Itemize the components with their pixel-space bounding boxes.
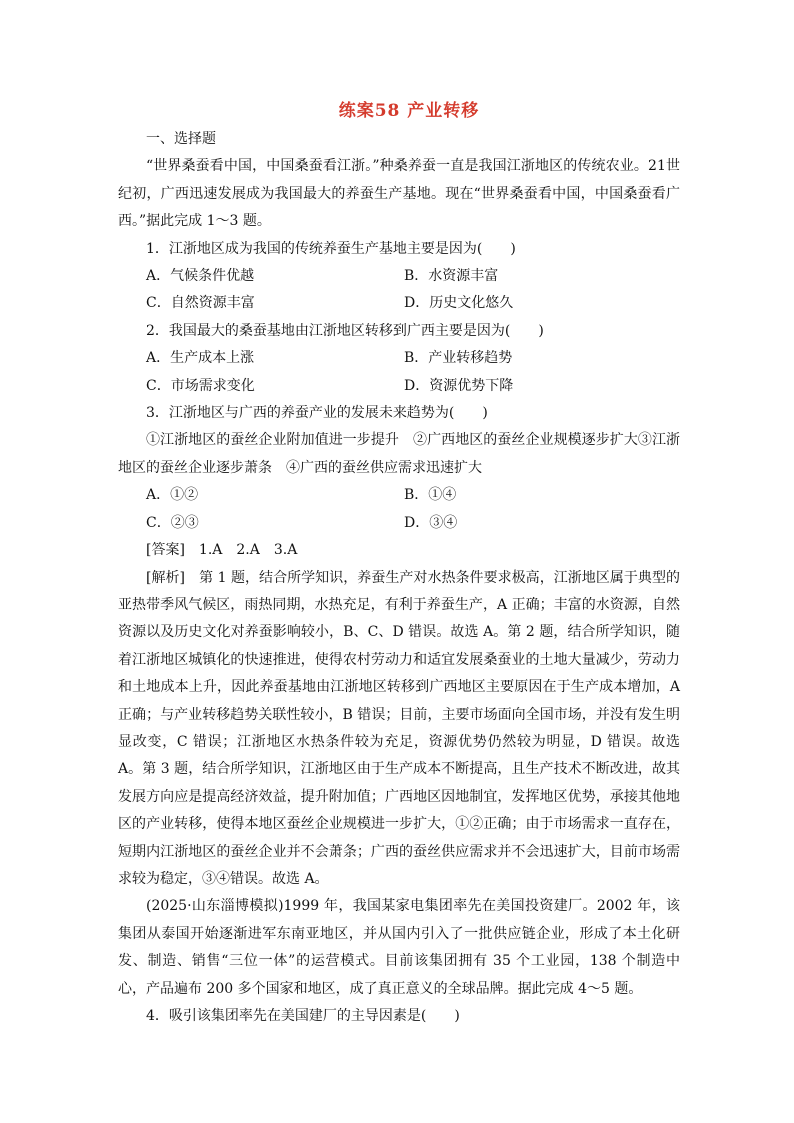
question-1-stem: 1．江浙地区成为我国的传统养蚕生产基地主要是因为( ) (146, 240, 516, 257)
worksheet-page (118, 96, 680, 1030)
question-3-option-a: A．①② (146, 487, 199, 504)
question-1-option-b: B．水资源丰富 (404, 268, 499, 285)
question-2-stem: 2．我国最大的桑蚕基地由江浙地区转移到广西主要是因为( ) (146, 322, 544, 339)
question-3-statements: ①江浙地区的蚕丝企业附加值进一步提升 ②广西地区的蚕丝企业规模逐步扩大③江浙地区的蚕丝企业逐步萧条 ④广西的蚕丝供应需求迅速扩大 (118, 432, 680, 476)
passage-1: “世界桑蚕看中国，中国桑蚕看江浙。”种桑养蚕一直是我国江浙地区的传统农业。21世纪初，广西迅速发展成为我国最大的养蚕生产基地。现在“世界桑蚕看中国，中国桑蚕看广西。”据此完成 1～3 题。 (118, 158, 680, 230)
question-2-option-a: A．生产成本上涨 (146, 350, 255, 367)
question-3-option-c: C．②③ (146, 514, 199, 531)
analysis-text: [解析] 第 1 题，结合所学知识，养蚕生产对水热条件要求极高，江浙地区属于典型的亚热带季风气候区，雨热同期，水热充足，有利于养蚕生产，A 正确；丰富的水资源，自然资源以及历史文化对养蚕影响较小，B、C、D 错误。故选 A。第 2 题，结合所学知识，随着江浙地区城镇化的快速推进，使得农村劳动力和适宜发展桑蚕业的土地大量减少，劳动力和土地成本上升，因此养蚕基地由江浙地区转移到广西地区主要原因在于生产成本增加，A 正确；与产业转移趋势关联性较小，B 错误；目前，主要市场面向全国市场，并没有发生明显改变，C 错误；江浙地区水热条件较为充足，资源优势仍然较为明显，D 错误。故选 A。第 3 题，结合所学知识，江浙地区由于生产成本不断提高，且生产技术不断改进，故其发展方向应是提高经济效益，提升附加值；广西地区因地制宜，发挥地区优势，承接其他地区的产业转移，使得本地区蚕丝企业规模进一步扩大，①②正确；由于市场需求一直存在，短期内江浙地区的蚕丝企业并不会萧条；广西的蚕丝供应需求并不会迅速扩大，目前市场需求较为稳定，③④错误。故选 A。 (118, 569, 680, 887)
question-1-option-a: A．气候条件优越 (146, 268, 255, 285)
question-2-option-c: C．市场需求变化 (146, 377, 255, 394)
question-3-option-d: D．③④ (404, 514, 458, 531)
question-2-option-d: D．资源优势下降 (404, 377, 514, 394)
question-3-options (118, 482, 680, 537)
question-4-stem: 4．吸引该集团率先在美国建厂的主导因素是( ) (146, 1008, 460, 1024)
question-1-option-d: D．历史文化悠久 (404, 295, 514, 312)
answer-line: [答案] 1.A 2.A 3.A (146, 542, 298, 559)
question-1-option-c: C．自然资源丰富 (146, 295, 255, 312)
page-title: 练案58 产业转移 (338, 101, 480, 121)
question-2-options (118, 345, 680, 400)
section-heading: 一、选择题 (146, 131, 216, 147)
question-2-option-b: B．产业转移趋势 (404, 350, 513, 367)
question-3-option-b: B．①④ (404, 487, 457, 504)
passage-2: (2025·山东淄博模拟)1999 年，我国某家电集团率先在美国投资建厂。2002 年，该集团从泰国开始逐渐进军东南亚地区，并从国内引入了一批供应链企业，形成了本土化研发、制造、销售“三位一体”的运营模式。目前该集团拥有 35 个工业园，138 个制造中心，产品遍布 200 多个国家和地区，成了真正意义的全球品牌。据此完成 4～5 题。 (118, 898, 680, 997)
question-3-stem: 3．江浙地区与广西的养蚕产业的发展未来趋势为( ) (146, 405, 488, 422)
question-1-options (118, 263, 680, 318)
